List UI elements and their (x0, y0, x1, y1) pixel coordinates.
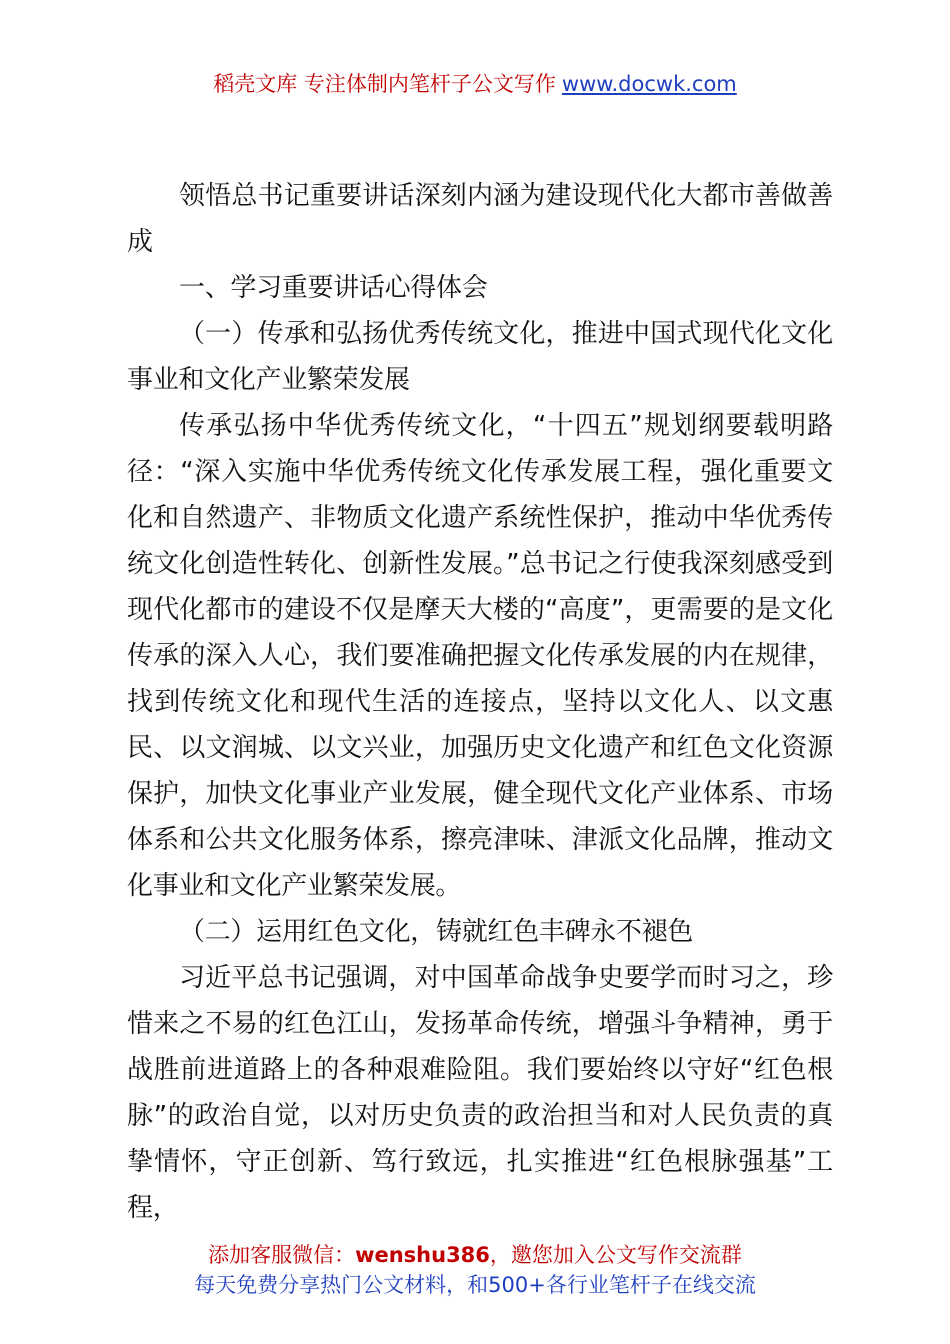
subsection-heading: （二）运用红色文化，铸就红色丰碑永不褪色 (179, 917, 694, 947)
body-paragraph: 习近平总书记强调，对中国革命战争史要学而时习之，珍惜来之不易的红色江山，发扬革命传统，增强斗争精神，勇于战胜前进道路上的各种艰难险阻。我们要始终以守好“红色根脉”的政治自觉，以对历史负责的政治担当和对人民负责的真挚情怀，守正创新、笃行致远，扎实推进“红色根脉强基”工程， (127, 963, 833, 1223)
header-site-link[interactable]: www.docwk.com (561, 72, 737, 96)
document-title: 领悟总书记重要讲话深刻内涵为建设现代化大都市善做善成 (127, 181, 833, 257)
footer-contact-line (0, 1240, 950, 1270)
footer-contact-suffix: ，邀您加入公文写作交流群 (489, 1243, 742, 1267)
body-paragraph: 传承弘扬中华优秀传统文化，“十四五”规划纲要载明路径：“深入实施中华优秀传统文化传承发展工程，强化重要文化和自然遗产、非物质文化遗产系统性保护，推动中华优秀传统文化创造性转化、创新性发展。”总书记之行使我深刻感受到现代化都市的建设不仅是摩天大楼的“高度”，更需要的是文化传承的深入人心，我们要准确把握文化传承发展的内在规律，找到传统文化和现代生活的连接点，坚持以文化人、以文惠民、以文润城、以文兴业，加强历史文化遗产和红色文化资源保护，加快文化事业产业发展，健全现代文化产业体系、市场体系和公共文化服务体系，擦亮津味、津派文化品牌，推动文化事业和文化产业繁荣发展。 (127, 411, 833, 901)
page-footer (0, 1240, 950, 1300)
footer-contact-prefix: 添加客服微信： (208, 1243, 356, 1267)
subsection-heading: （一）传承和弘扬优秀传统文化，推进中国式现代化文化事业和文化产业繁荣发展 (127, 319, 833, 395)
document-body (127, 173, 833, 1231)
footer-wechat-id: wenshu386 (355, 1243, 490, 1267)
header-brand-text: 稻壳文库 专注体制内笔杆子公文写作 (213, 72, 556, 96)
section-heading: 一、学习重要讲话心得体会 (179, 273, 488, 303)
footer-promo-line: 每天免费分享热门公文材料，和500+各行业笔杆子在线交流 (194, 1273, 756, 1297)
page-header (0, 70, 950, 98)
